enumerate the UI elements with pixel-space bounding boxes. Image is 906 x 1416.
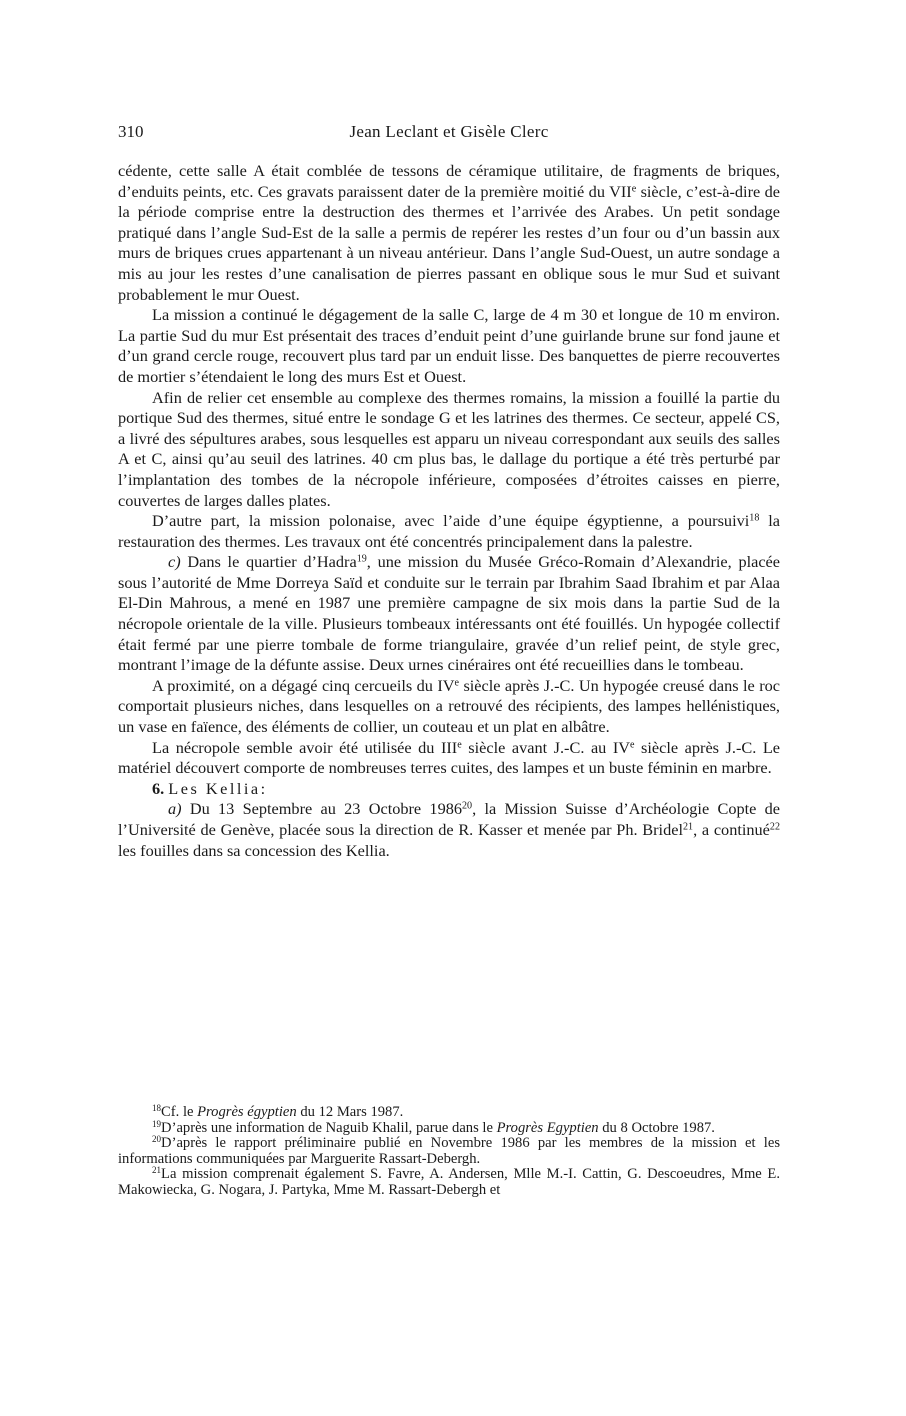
footnotes bbox=[118, 1105, 780, 1199]
footnote-number: 20 bbox=[152, 1134, 162, 1145]
text-run: La nécropole semble avoir été utilisée du III bbox=[152, 737, 458, 757]
section-number: 6. bbox=[152, 778, 165, 798]
publication-title: Progrès Egyptien bbox=[496, 1119, 599, 1136]
paragraph-4 bbox=[118, 511, 780, 552]
footnote-ref-22: 22 bbox=[769, 821, 780, 833]
item-marker: c) bbox=[168, 552, 181, 572]
text-run: A proximité, on a dégagé cinq cercueils du IV bbox=[152, 675, 455, 695]
superscript: e bbox=[631, 183, 637, 195]
footnote-ref-19: 19 bbox=[356, 553, 367, 565]
footnote-21 bbox=[118, 1167, 780, 1198]
footnote-19 bbox=[118, 1118, 780, 1137]
page-number: 310 bbox=[118, 122, 144, 141]
main-text bbox=[118, 161, 780, 861]
paragraph-5 bbox=[118, 552, 780, 676]
item-marker: a) bbox=[168, 799, 182, 819]
superscript: e bbox=[457, 739, 462, 751]
page-header bbox=[118, 122, 780, 146]
section-title: Les Kellia: bbox=[168, 778, 268, 798]
text-run: , une mission du Musée Gréco-Romain d’Alexandrie, placée sous l’autorité de Mme Dorreya Saïd et conduite sur le terrain par Ibrahim Saad Ibrahim et par Alaa El-Din Mahrous, a mené en 1987 une première campagne de six mois dans la partie Sud de la nécropole orientale de la ville. Plusieurs tombeaux intéressants ont été fouillés. Un hypogée collectif était fermé par une pierre tombale de forme triangulaire, gravée d’un relief peint, de style grec, montrant l’image de la défunte assise. Deux urnes cinéraires ont été recueillies dans le tombeau. bbox=[118, 552, 781, 675]
footnote-number: 21 bbox=[152, 1165, 162, 1176]
text-run: Dans le quartier d’Hadra bbox=[180, 552, 357, 572]
section-heading bbox=[118, 779, 780, 800]
text-run: D’autre part, la mission polonaise, avec l’aide d’une équipe égyptienne, a poursuivi bbox=[152, 511, 750, 531]
text-run: les fouilles dans sa concession des Kellia. bbox=[118, 840, 390, 860]
paragraph-6 bbox=[118, 676, 780, 738]
text-run: Cf. le bbox=[161, 1104, 198, 1120]
publication-title: Progrès égyptien bbox=[197, 1104, 297, 1120]
paragraph-8 bbox=[118, 799, 780, 861]
footnote-number: 18 bbox=[152, 1103, 162, 1114]
text-run: siècle avant J.-C. au IV bbox=[461, 737, 631, 757]
footnote-18 bbox=[118, 1105, 780, 1121]
footnote-ref-20: 20 bbox=[462, 800, 473, 812]
text-run: siècle après J.-C. Un hypogée creusé dans le roc comportait plusieurs niches, dans lesquelles on a retrouvé des récipients, des lampes hellénistiques, un vase en faïence, des éléments de collier, un couteau et un plat en albâtre. bbox=[118, 675, 780, 737]
running-title: Jean Leclant et Gisèle Clerc bbox=[349, 122, 549, 141]
footnote-ref-21: 21 bbox=[682, 821, 694, 833]
text-run: , la Mission Suisse d’Archéologie Copte de l’Université de Genève, placée sous la direction de R. Kasser et menée par Ph. Bridel bbox=[118, 799, 780, 839]
footnote-20 bbox=[118, 1136, 780, 1167]
paragraph-3: Afin de relier cet ensemble au complexe des thermes romains, la mission a fouillé la partie du portique Sud des thermes, situé entre le sondage G et les latrines des thermes. Ce secteur, appelé CS, a livré des sépultures arabes, sous lesquelles est apparu un niveau correspondant aux seuils des salles A et C, ainsi qu’au seuil des latrines. 40 cm plus bas, le dallage du portique a été très perturbé par l’implantation des tombes de la nécropole inférieure, composées d’étroites caisses en pierre, couvertes de larges dalles plates. bbox=[118, 387, 780, 510]
paragraph-1 bbox=[118, 161, 780, 305]
text-run: D’après le rapport préliminaire publié en Novembre 1986 par les membres de la mission et les informations communiquées par Marguerite Rassart-Debergh. bbox=[118, 1135, 780, 1167]
paragraph-7 bbox=[118, 738, 780, 779]
text-run: siècle après J.-C. Le matériel découvert comporte de nombreuses terres cuites, des lampes et un buste féminin en marbre. bbox=[118, 737, 781, 778]
text-run: , a continué bbox=[693, 820, 770, 839]
text-run: D’après une information de Naguib Khalil, parue dans le bbox=[161, 1119, 497, 1136]
text-run: du 8 Octobre 1987. bbox=[598, 1119, 715, 1136]
footnote-ref-18: 18 bbox=[749, 512, 760, 524]
text-run: Du 13 Septembre au 23 Octobre 1986 bbox=[181, 799, 462, 819]
text-run: cédente, cette salle A était comblée de tessons de céramique utilitaire, de fragments de briques, d’enduits peints, etc. Ces gravats paraissent dater de la première moitié du VII bbox=[118, 161, 780, 201]
text-run: la restauration des thermes. Les travaux ont été concentrés principalement dans la palestre. bbox=[118, 511, 780, 551]
text-run: du 12 Mars 1987. bbox=[296, 1104, 404, 1120]
text-run: siècle, c’est-à-dire de la période comprise entre la destruction des thermes et l’arrivée des Arabes. Un petit sondage pratiqué dans l’angle Sud-Est de la salle a permis de repérer les restes d’un four ou d’un bassin aux murs de briques crues appartenant à un niveau antérieur. Dans l’angle Sud-Ouest, un autre sondage a mis au jour les restes d’une canalisation de pierres passant en oblique sous le mur Sud et suivant probablement le mur Ouest. bbox=[118, 181, 780, 304]
paragraph-2: La mission a continué le dégagement de la salle C, large de 4 m 30 et longue de 10 m environ. La partie Sud du mur Est présentait des traces d’enduit peint d’une guirlande brune sur fond jaune et d’un grand cercle rouge, recouvert plus tard par un enduit lisse. Des banquettes de pierre recouvertes de mortier s’étendaient le long des murs Est et Ouest. bbox=[118, 305, 780, 386]
superscript: e bbox=[630, 739, 635, 751]
superscript: e bbox=[454, 677, 460, 689]
text-run: La mission comprenait également S. Favre, A. Andersen, Mlle M.-I. Cattin, G. Descoeudres, Mme E. Makowiecka, G. Nogara, J. Partyka, Mme M. Rassart-Debergh et bbox=[118, 1166, 780, 1198]
footnote-number: 19 bbox=[152, 1118, 162, 1129]
